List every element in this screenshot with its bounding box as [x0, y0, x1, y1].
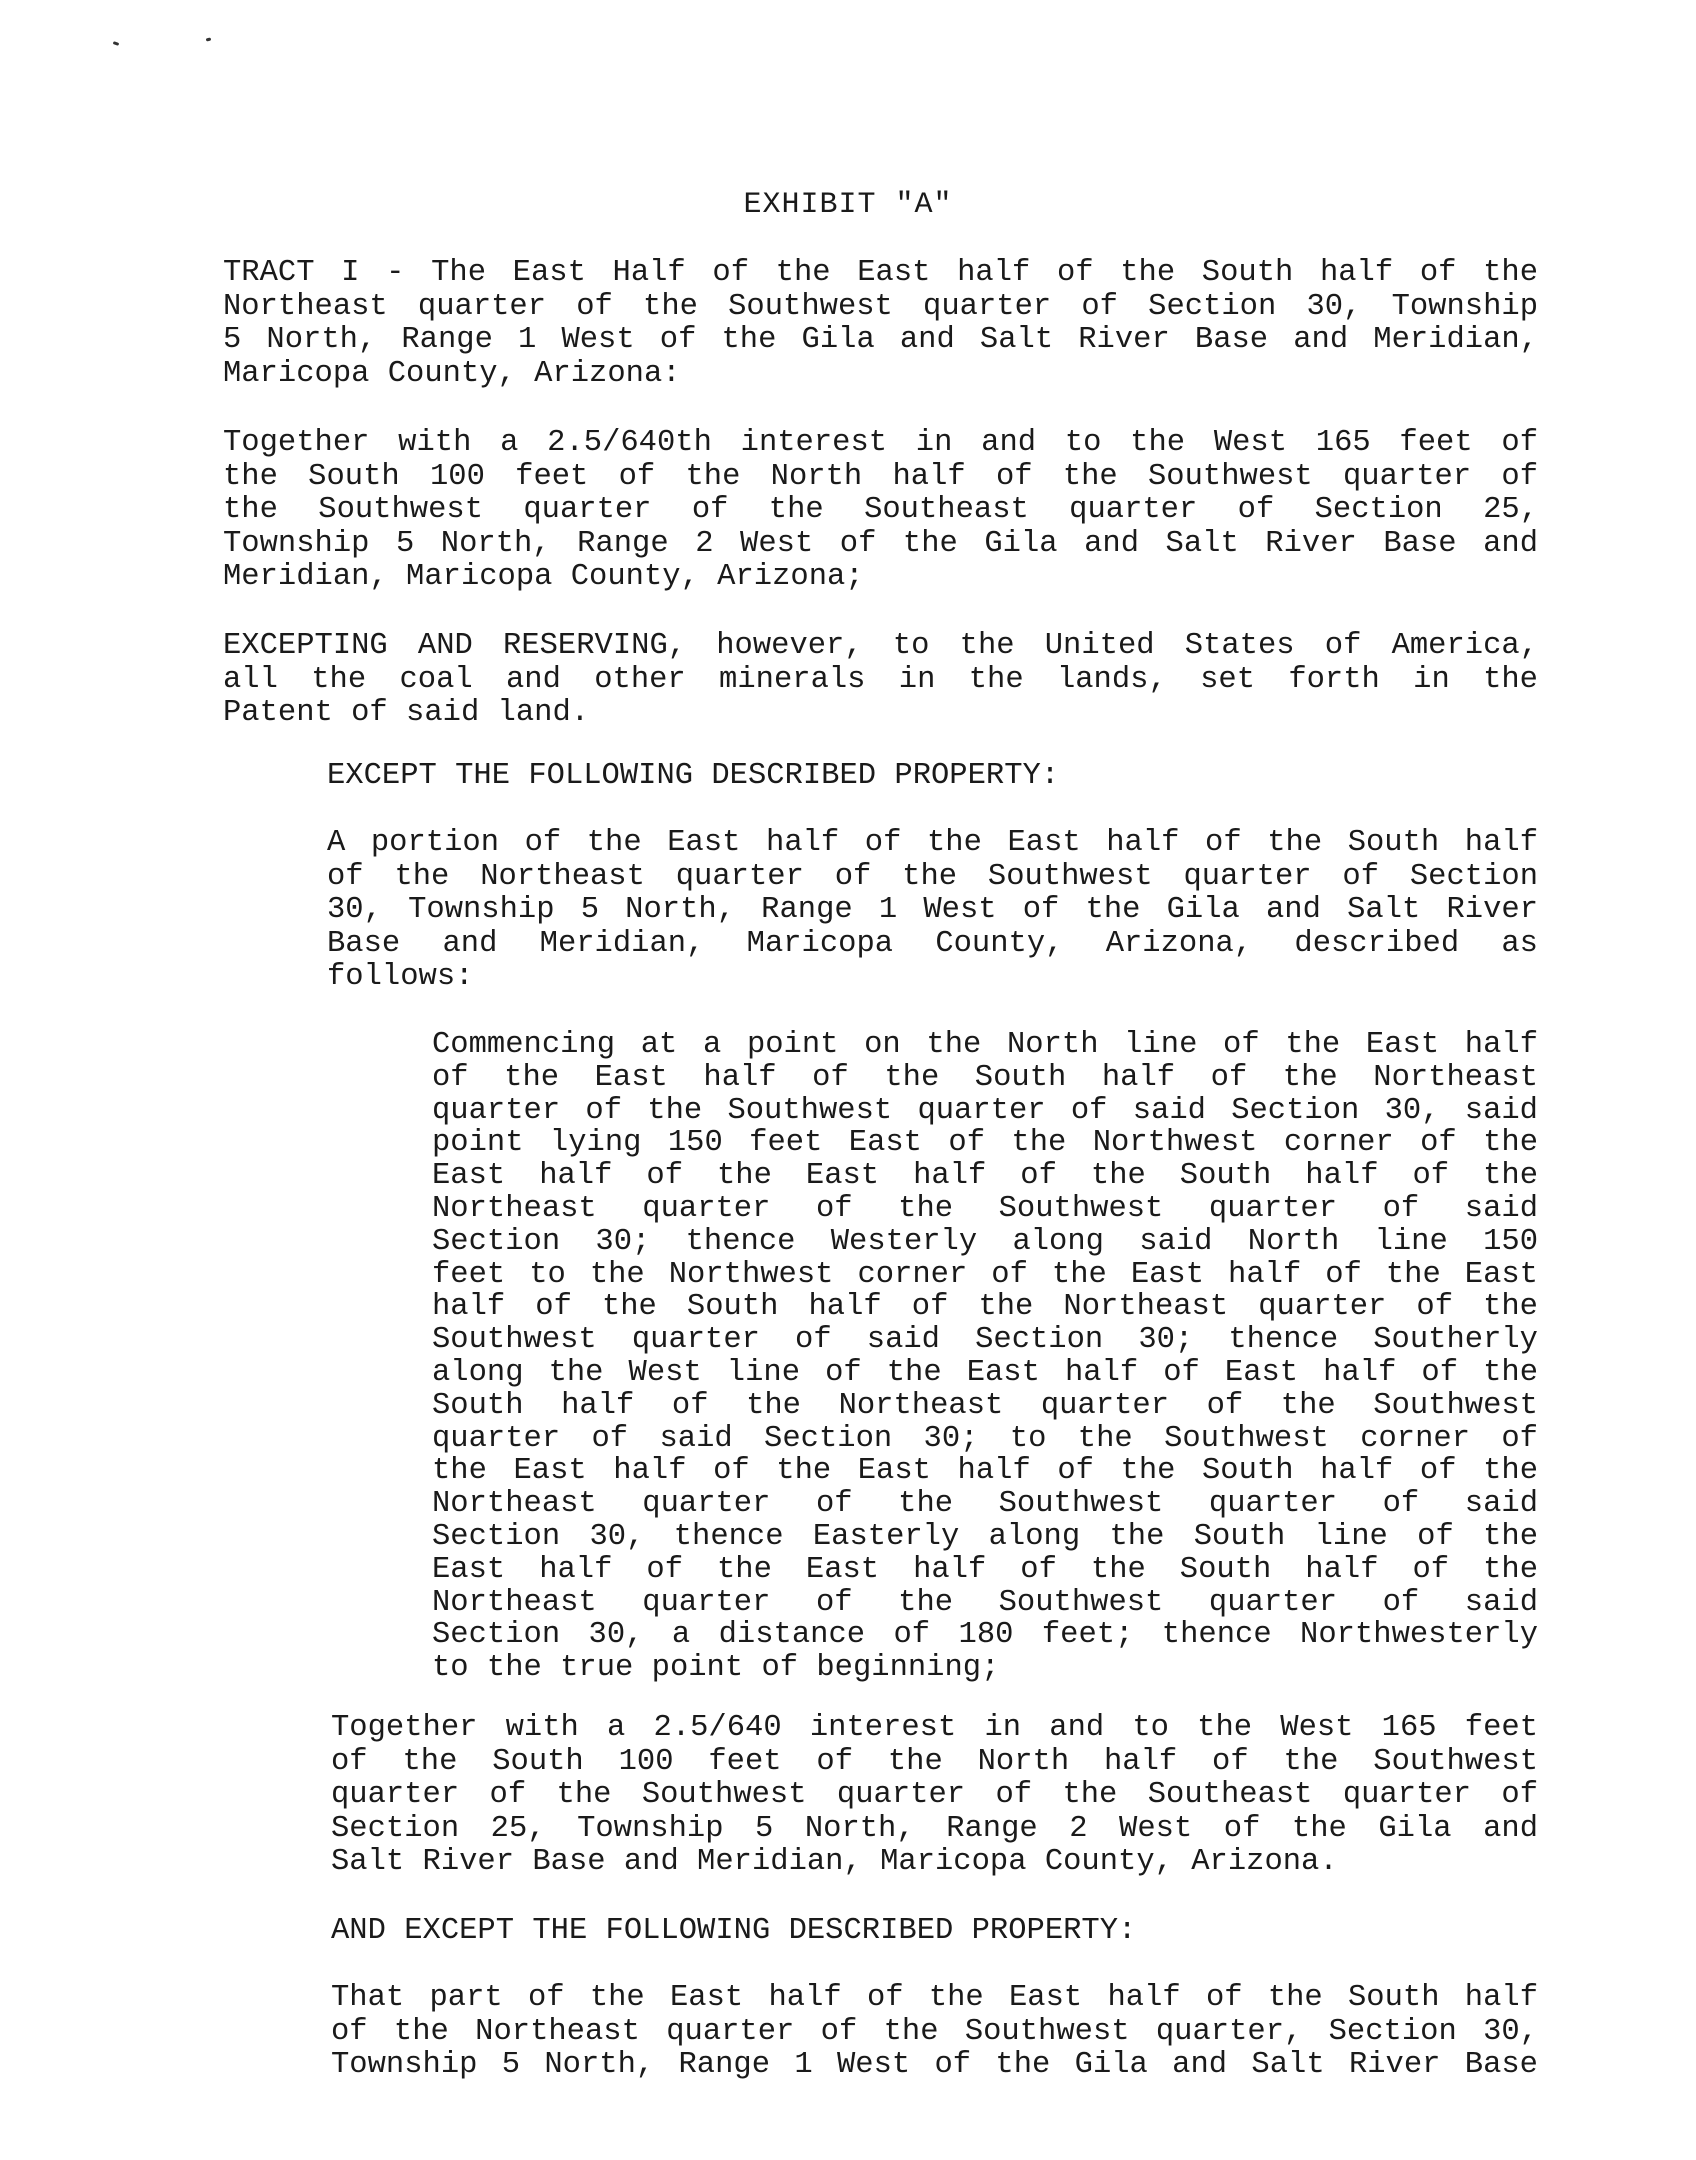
text-line: Northeast quarter of the Southwest quarter of said [432, 1487, 1538, 1522]
text-line: East half of the East half of the South half of the [432, 1159, 1538, 1194]
scan-speck [206, 37, 212, 41]
text-line: Section 30; thence Westerly along said North line 150 [432, 1224, 1538, 1259]
text-line: Base and Meridian, Maricopa County, Arizona, described as [327, 926, 1538, 961]
text-line: of the Northeast quarter of the Southwest quarter, Section 30, [331, 2014, 1538, 2049]
text-line: EXCEPT THE FOLLOWING DESCRIBED PROPERTY: [327, 759, 1060, 793]
paragraph-commencing [432, 1029, 1538, 1685]
text-line: of the South 100 feet of the North half of the Southwest [331, 1744, 1538, 1779]
text-line: Township 5 North, Range 2 West of the Gila and Salt River Base and [223, 526, 1538, 561]
text-line: AND EXCEPT THE FOLLOWING DESCRIBED PROPERTY: [331, 1914, 1137, 1948]
text-line: EXCEPTING AND RESERVING, however, to the United States of America, [223, 629, 1538, 663]
text-line: Southwest quarter of said Section 30; thence Southerly [432, 1323, 1538, 1358]
scan-speck [113, 41, 120, 46]
paragraph-together-1 [223, 427, 1538, 595]
text-line: That part of the East half of the East half of the South half [331, 1981, 1538, 2015]
text-line: Together with a 2.5/640th interest in and to the West 165 feet of [223, 426, 1538, 460]
paragraph-portion [327, 827, 1538, 995]
heading-except-1 [327, 760, 1538, 794]
text-line: point lying 150 feet East of the Northwest corner of the [432, 1126, 1538, 1161]
text-line: Northeast quarter of the Southwest quarter of said [432, 1585, 1538, 1620]
text-line: Section 25, Township 5 North, Range 2 West of the Gila and [331, 1811, 1538, 1846]
text-line: Together with a 2.5/640 interest in and to the West 165 feet [331, 1711, 1538, 1745]
paragraph-that-part [331, 1982, 1538, 2083]
text-line: Section 30, thence Easterly along the South line of the [432, 1519, 1538, 1554]
text-line: Patent of said land. [223, 696, 590, 731]
text-line: quarter of said Section 30; to the Southwest corner of [432, 1421, 1538, 1456]
text-line: Commencing at a point on the North line of the East half [432, 1028, 1538, 1062]
paragraph-tract-i [223, 257, 1538, 391]
text-line: the East half of the East half of the South half of the [432, 1454, 1538, 1489]
paragraph-together-2 [331, 1712, 1538, 1880]
text-line: to the true point of beginning; [432, 1651, 1000, 1686]
paragraph-excepting-reserving [223, 630, 1538, 731]
text-line: Section 30, a distance of 180 feet; thence Northwesterly [432, 1618, 1538, 1653]
text-line: quarter of the Southwest quarter of the Southeast quarter of [331, 1778, 1538, 1813]
text-line: A portion of the East half of the East half of the South half [327, 826, 1538, 860]
text-line: 5 North, Range 1 West of the Gila and Salt River Base and Meridian, [223, 323, 1538, 358]
text-line: feet to the Northwest corner of the East half of the East [432, 1257, 1538, 1292]
text-line: follows: [327, 960, 474, 995]
text-line: TRACT I - The East Half of the East half of the South half of the [223, 256, 1538, 290]
text-line: South half of the Northeast quarter of the Southwest [432, 1388, 1538, 1423]
text-line: of the East half of the South half of the Northeast [432, 1060, 1538, 1095]
text-line: quarter of the Southwest quarter of said Section 30, said [432, 1093, 1538, 1128]
document-title: EXHIBIT "A" [743, 188, 953, 222]
text-line: 30, Township 5 North, Range 1 West of the Gila and Salt River [327, 893, 1538, 928]
text-line: Salt River Base and Meridian, Maricopa County, Arizona. [331, 1845, 1338, 1880]
text-line: of the Northeast quarter of the Southwest quarter of Section [327, 859, 1538, 894]
text-line: Meridian, Maricopa County, Arizona; [223, 560, 864, 595]
text-line: Township 5 North, Range 1 West of the Gila and Salt River Base [331, 2048, 1538, 2083]
text-line: Northeast quarter of the Southwest quarter of said [432, 1191, 1538, 1226]
text-line: along the West line of the East half of East half of the [432, 1355, 1538, 1390]
text-line: the Southwest quarter of the Southeast quarter of Section 25, [223, 493, 1538, 528]
text-line: half of the South half of the Northeast quarter of the [432, 1290, 1538, 1325]
heading-except-2 [331, 1915, 1538, 1949]
text-line: East half of the East half of the South half of the [432, 1552, 1538, 1587]
text-line: all the coal and other minerals in the lands, set forth in the [223, 662, 1538, 697]
text-line: Maricopa County, Arizona: [223, 356, 681, 391]
text-line: the South 100 feet of the North half of the Southwest quarter of [223, 459, 1538, 494]
text-line: Northeast quarter of the Southwest quarter of Section 30, Township [223, 289, 1538, 324]
